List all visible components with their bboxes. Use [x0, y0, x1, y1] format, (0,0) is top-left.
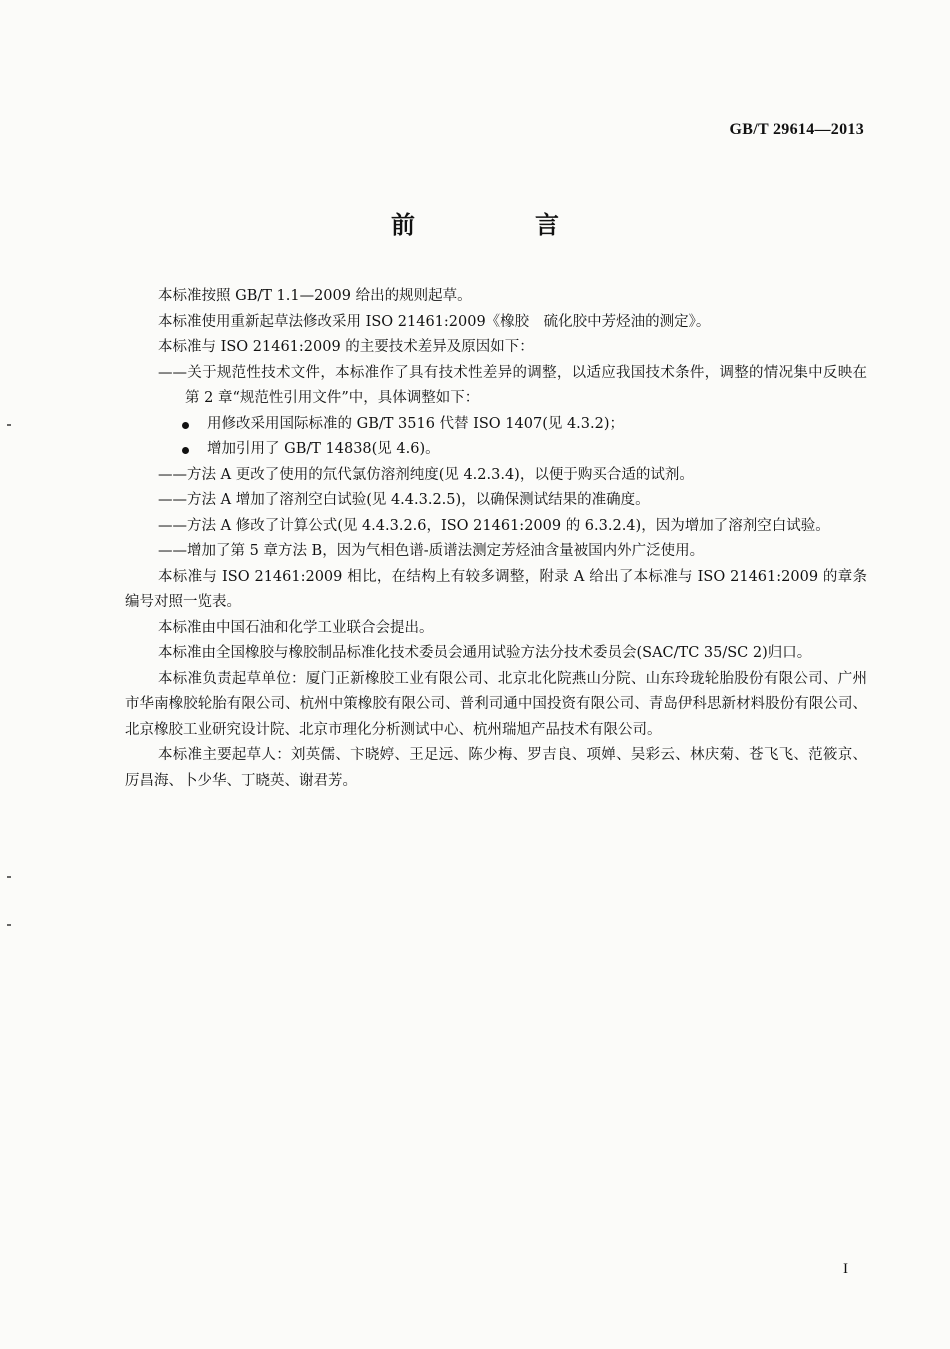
paragraph: 本标准由中国石油和化学工业联合会提出。 — [158, 619, 434, 636]
page-number: I — [843, 1261, 848, 1277]
paragraph: 本标准由全国橡胶与橡胶制品标准化技术委员会通用试验方法分技术委员会(SAC/TC 35/SC 2)归口。 — [158, 645, 812, 661]
scan-mark — [7, 924, 11, 926]
bullet-text: 用修改采用国际标准的 GB/T 3516 代替 ISO 1407(见 4.3.2)； — [207, 415, 625, 432]
paragraph: 本标准与 ISO 21461:2009 相比，在结构上有较多调整，附录 A 给出了本标准与 ISO 21461:2009 的章条编号对照一览表。 — [125, 568, 868, 610]
page-title: 前 言 — [391, 211, 607, 239]
bullet-item — [125, 412, 867, 438]
dash-item: ——关于规范性技术文件，本标准作了具有技术性差异的调整，以适应我国技术条件，调整的情况集中反映在第 2 章“规范性引用文件”中，具体调整如下： — [158, 364, 867, 406]
paragraph: 本标准按照 GB/T 1.1—2009 给出的规则起草。 — [158, 288, 472, 304]
dash-item: ——增加了第 5 章方法 B，因为气相色谱-质谱法测定芳烃油含量被国内外广泛使用。 — [158, 543, 705, 559]
paragraph: 本标准与 ISO 21461:2009 的主要技术差异及原因如下： — [158, 339, 534, 355]
bullet-icon — [182, 422, 189, 429]
dash-item: ——方法 A 修改了计算公式(见 4.4.3.2.6，ISO 21461:2009 的 6.3.2.4)，因为增加了溶剂空白试验。 — [158, 517, 830, 534]
paragraph: 本标准负责起草单位：厦门正新橡胶工业有限公司、北京北化院燕山分院、山东玲珑轮胎股份有限公司、广州市华南橡胶轮胎有限公司、杭州中策橡胶有限公司、普利司通中国投资有限公司、青岛伊科思新材料股份有限公司、北京橡胶工业研究设计院、北京市理化分析测试中心、杭州瑞旭产品技术有限公司。 — [125, 670, 867, 738]
scan-mark — [7, 876, 11, 878]
standard-code: GB/T 29614—2013 — [729, 121, 864, 138]
paragraph: 本标准使用重新起草法修改采用 ISO 21461:2009《橡胶 硫化胶中芳烃油的测定》。 — [158, 313, 711, 330]
foreword-body — [125, 284, 867, 794]
dash-item: ——方法 A 增加了溶剂空白试验(见 4.4.3.2.5)，以确保测试结果的准确度。 — [158, 492, 650, 508]
paragraph: 本标准主要起草人：刘英儒、卞晓婷、王足远、陈少梅、罗吉良、项婵、吴彩云、林庆菊、苍飞飞、范筱京、厉昌海、卜少华、丁晓英、谢君芳。 — [125, 747, 867, 789]
bullet-item — [125, 437, 867, 463]
bullet-text: 增加引用了 GB/T 14838(见 4.6)。 — [207, 441, 440, 457]
bullet-icon — [182, 447, 189, 454]
dash-item: ——方法 A 更改了使用的氘代氯仿溶剂纯度(见 4.2.3.4)，以便于购买合适的试剂。 — [158, 466, 694, 483]
scan-mark — [7, 424, 11, 426]
